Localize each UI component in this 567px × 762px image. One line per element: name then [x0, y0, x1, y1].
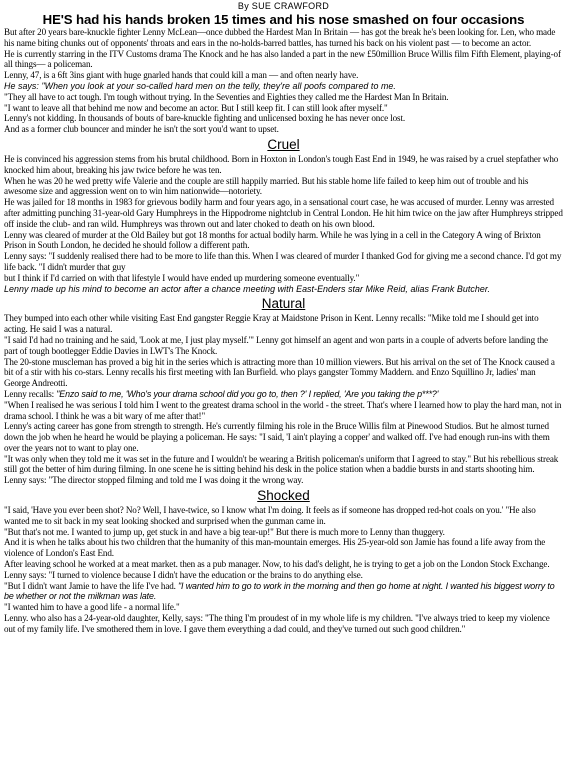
- headline: HE'S had his hands broken 15 times and his nose smashed on four occasions: [42, 12, 525, 27]
- recall-quote: "Enzo said to me, 'Who's your drama school did you go to, then ?' I replied, 'Are you taking the p***?': [56, 388, 439, 399]
- cruel-paragraph: Lenny says: "I suddenly realised there had to be more to life than this. When I was cleared of murder I thanked God for giving me a second chance. I'd got my life back. "I didn't murder that guy: [4, 251, 562, 272]
- intro-paragraph: Lenny, 47, is a 6ft 3ins giant with huge gnarled hands that could kill a man — and often nearly have.: [4, 70, 359, 81]
- natural-paragraph: "When I realised he was serious I told him I went to the greatest drama school in the world - the street. That's where I learned how to play the hard man, not in drama school. I think he was a bit wary of me after that!": [4, 399, 562, 421]
- section-heading-shocked: [4, 487, 563, 504]
- cruel-closing-quote: Lenny made up his mind to become an actor after a chance meeting with East-Enders star Mike Reid, alias Frank Butcher.: [4, 283, 491, 294]
- cruel-paragraph: When he was 20 he wed pretty wife Valerie and the couple are still happily married. But his stable home life failed to keep him out of trouble and his awesome size and aggression went on to win him nationwide—notoriety.: [4, 175, 529, 197]
- cruel-paragraph: He is convinced his aggression stems from his brutal childhood. Born in Hoxton in London's tough East End in 1949, he was raised by a cruel stepfather who knocked him about, breaking his jaw twice before he was ten.: [4, 153, 559, 175]
- shocked-paragraph: And it is when he talks about his two children that the humanity of this man-mountain emerges. His 25-year-old son Jamie has found a life away from the violence of London's East End.: [4, 537, 546, 559]
- mixed-italic-quote: "I wanted him to go to work in the morning and then go home at night. I wanted his biggest worry to be whether or not the milkman was late.: [4, 580, 555, 602]
- natural-paragraph: "It was only when they told me it was set in the future and I wouldn't be wearing a British policeman's uniform that I agreed to stay." But his rebellious streak still got the better of him during filming. In one scene he is sitting behind his desk in the police station when a baddie bursts in and starts shooting him.: [4, 453, 559, 475]
- intro-paragraph: But after 20 years bare-knuckle fighter Lenny McLean—once dubbed the Hardest Man In Britain — has got the break he's been looking for. Len, who made his name biting chunks out of opponents' throats and ears in the no-holds-barred battles, has turned his back on his violent past — to become an actor.: [4, 27, 556, 48]
- natural-recall: [4, 389, 563, 400]
- section-heading-text: Cruel: [267, 136, 300, 152]
- natural-paragraph: They bumped into each other while visiting East End gangster Reggie Kray at Maidstone Prison in Kent. Lenny recalls: "Mike told me I should get into acting. He said I was a natural.: [4, 313, 539, 335]
- natural-paragraph: Lenny says: "The director stopped filming and told me I was doing it the wrong way.: [4, 475, 304, 486]
- intro-paragraph: "I want to leave all that behind me now and become an actor. But I still keep fit. I can still look after myself.": [4, 102, 388, 113]
- mixed-plain-text: "But I didn't want Jamie to have the life I've had.: [4, 580, 178, 591]
- intro-quote: He says: "When you look at your so-called hard men on the telly, they're all poofs compared to me.: [4, 80, 396, 91]
- natural-paragraph: "I said I'd had no training and he said, 'Look at me, I just play myself.'" Lenny got himself an agent and won parts in a couple of adverts before landing the part of tough bootlegger Eddie Davies in LWT's The Knock.: [4, 334, 548, 356]
- shocked-mixed-paragraph: [4, 581, 563, 603]
- natural-paragraph: The 20-stone muscleman has proved a big hit in the series which is attracting more than 10 million viewers. But his arrival on the set of The Knock caused a bit of a stir with his co-stars. Lenny recalls his first meeting with Ian Burfield. who plays gangster Tommy Maddern. and Enzo Squillino Jr, ladies' man George Andreotti.: [4, 356, 555, 389]
- cruel-paragraph: but I think if I'd carried on with that lifestyle I would have ended up murdering someone eventually.": [4, 272, 360, 283]
- natural-paragraph: Lenny's acting career has gone from strength to strength. He's currently filming his role in the Bruce Willis film at Pinewood Studios. But he almost turned down the job when he heard he would be playing a policeman. He says: "I said, 'I ain't playing a copper' and walked off. I've had enough run-ins with them over the years not to want to play one.: [4, 421, 550, 453]
- intro-paragraph: He is currently starring in the ITV Customs drama The Knock and he has also landed a part in the new £50million Bruce Willis film Fifth Element, playing-of all things— a policeman.: [4, 48, 561, 70]
- shocked-paragraph: "But that's not me. I wanted to jump up, get stuck in and have a big tear-up!" But there is much more to Lenny than thuggery.: [4, 526, 445, 537]
- section-heading-natural: [4, 295, 563, 312]
- shocked-paragraph: "I said, 'Have you ever been shot? No? Well, I have-twice, so I know what I'm doing. It feels as if someone has dropped red-hot coals on you.' "He also wanted me to sit back in my seat looking shocked and surprised when the gunman came in.: [4, 505, 536, 526]
- section-heading-text: Natural: [261, 296, 306, 312]
- cruel-paragraph: Lenny was cleared of murder at the Old Bailey but got 18 months for actual bodily harm. While he was lying in a cell in the Category A wing of Brixton Prison in South London, he decided he should follow a different path.: [4, 229, 541, 251]
- cruel-paragraph: He was jailed for 18 months in 1983 for grievous bodily harm and four years ago, in a sensational court case, he was accused of murder. Lenny was arrested after admitting punching 31-year-old Gary Humphreys in the Hippodrome nightclub in Central London. He hit him twice on the jaw after Humphreys stripped off inside the club- and ran wild. Humphreys was thrown out and later choked to death on his own blood.: [4, 197, 563, 229]
- section-heading-text: Shocked: [257, 488, 310, 504]
- shocked-paragraph: After leaving school he worked at a meat market. then as a pub manager. Now, to his dad's delight, he is trying to get a job on the London Stock Exchange. Lenny says: "I turned to violence because I didn't have the education or the brains to do anything else.: [4, 559, 550, 580]
- section-heading-cruel: [4, 136, 563, 153]
- intro-paragraph: "They all have to act tough. I'm tough without trying. In the Seventies and Eighties they called me the Hardest Man In Britain.: [4, 91, 449, 102]
- byline: By SUE CRAWFORD: [237, 1, 330, 11]
- intro-paragraph: And as a former club bouncer and minder he isn't the sort you'd want to upset.: [4, 124, 279, 135]
- shocked-paragraph: Lenny. who also has a 24-year-old daughter, Kelly, says: "The thing I'm proudest of in my whole life is my children. "I've always tried to keep my violence out of my family life. I've smothered them in love. I gave them everything a dad could, and they've turned out such good children.": [4, 613, 550, 634]
- article: [4, 0, 563, 635]
- intro-paragraph: Lenny's not kidding. In thousands of bouts of bare-knuckle fighting and unlicensed boxing he has never once lost.: [4, 113, 406, 124]
- recall-prefix: Lenny recalls:: [4, 388, 57, 399]
- shocked-paragraph: "I wanted him to have a good life - a normal life.": [4, 602, 180, 613]
